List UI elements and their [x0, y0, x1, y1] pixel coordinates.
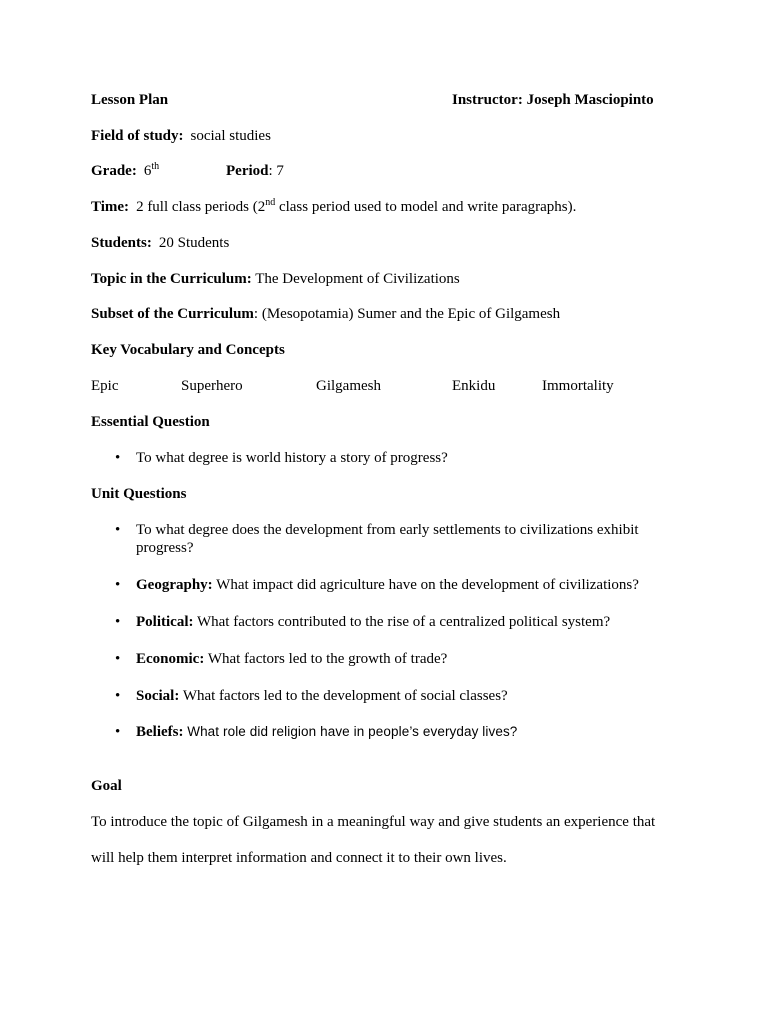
unit-questions-heading-row: [0, 485, 768, 503]
unit-question-label: Political:: [136, 614, 194, 630]
grade: [91, 162, 159, 180]
goal-text-line: will help them interpret information and connect it to their own lives.: [91, 850, 507, 866]
topic-row: [0, 270, 768, 288]
unit-question-text: What role did religion have in people’s everyday lives?: [187, 724, 518, 739]
time-row: [0, 198, 768, 216]
vocab-term: Epic: [91, 378, 119, 394]
essential-question-heading: Essential Question: [91, 414, 210, 430]
field-of-study-value: social studies: [190, 128, 271, 144]
unit-question-content: [136, 576, 639, 594]
subset-row: [0, 305, 768, 323]
unit-question-content: [136, 650, 447, 668]
period: [226, 162, 284, 180]
goal-text-line: To introduce the topic of Gilgamesh in a meaningful way and give students an experience that: [91, 814, 656, 830]
field-of-study-row: [0, 127, 768, 145]
essential-question-text: To what degree is world history a story of progress?: [136, 450, 448, 466]
vocab-term: Superhero: [181, 378, 243, 394]
bullet-icon: •: [115, 688, 121, 704]
unit-question-label: Social:: [136, 688, 180, 704]
time: [91, 198, 576, 216]
time-value-rest: class period used to model and write paragraphs).: [278, 199, 577, 215]
subset-value: : (Mesopotamia) Sumer and the Epic of Gilgamesh: [253, 306, 561, 322]
vocab-term: Enkidu: [452, 378, 496, 394]
students-label: Students:: [91, 235, 152, 251]
bullet-icon: •: [115, 651, 121, 667]
unit-question-item: [0, 687, 768, 705]
unit-question-item: [0, 613, 768, 631]
unit-question-text-line: progress?: [136, 540, 194, 556]
unit-question-label: Beliefs:: [136, 724, 184, 740]
period-value: : 7: [268, 163, 284, 179]
bullet-icon: •: [115, 614, 121, 630]
bullet-icon: •: [115, 522, 121, 538]
goal-text-row: [0, 849, 768, 867]
key-vocabulary-heading: Key Vocabulary and Concepts: [91, 342, 285, 358]
unit-question-text: What factors contributed to the rise of a centralized political system?: [196, 614, 611, 630]
topic-value: The Development of Civilizations: [255, 271, 460, 287]
goal-text-row: [0, 813, 768, 831]
field-of-study-label: Field of study:: [91, 128, 184, 144]
unit-questions-heading: Unit Questions: [91, 486, 187, 502]
students: [91, 234, 229, 252]
time-value-superscript: nd: [265, 197, 276, 208]
grade-label: Grade:: [91, 163, 137, 179]
unit-question-content: [136, 613, 610, 631]
bullet-icon: •: [115, 724, 121, 740]
unit-question-text-line: To what degree does the development from early settlements to civilizations exhibit: [136, 522, 639, 538]
key-vocabulary-terms: [0, 377, 768, 395]
bullet-icon: •: [115, 577, 121, 593]
vocab-term: Gilgamesh: [316, 378, 381, 394]
unit-question-item: [0, 723, 768, 741]
unit-question-content: [136, 687, 508, 705]
document-title: Lesson Plan: [91, 92, 169, 108]
unit-question-text: What impact did agriculture have on the development of civilizations?: [216, 577, 639, 593]
header-row: [0, 91, 768, 109]
essential-question-item: [0, 449, 768, 467]
unit-question-label: Economic:: [136, 651, 205, 667]
time-value: 2 full class periods (2: [136, 199, 266, 215]
subset-label: Subset of the Curriculum: [91, 306, 254, 322]
unit-question-label: Geography:: [136, 577, 213, 593]
unit-question-item: [0, 521, 768, 557]
subset: [91, 305, 560, 323]
students-row: [0, 234, 768, 252]
goal-heading-row: [0, 777, 768, 795]
topic: [91, 270, 460, 288]
grade-period-row: [0, 162, 768, 180]
key-vocabulary-heading-row: [0, 341, 768, 359]
topic-label: Topic in the Curriculum:: [91, 271, 252, 287]
unit-question-text: What factors led to the development of social classes?: [182, 688, 508, 704]
unit-question-item: [0, 650, 768, 668]
grade-value-superscript: th: [151, 161, 160, 172]
unit-question-item: [0, 576, 768, 594]
bullet-icon: •: [115, 450, 121, 466]
students-value: 20 Students: [158, 235, 230, 251]
unit-question-content: [136, 723, 517, 741]
essential-question-heading-row: [0, 413, 768, 431]
grade-value: 6: [143, 163, 152, 179]
field-of-study: [91, 127, 271, 145]
period-label: Period: [226, 163, 269, 179]
time-label: Time:: [91, 199, 130, 215]
goal-heading: Goal: [91, 778, 122, 794]
unit-question-text: What factors led to the growth of trade?: [207, 651, 448, 667]
instructor-name: Instructor: Joseph Masciopinto: [452, 92, 654, 108]
vocab-term: Immortality: [542, 378, 614, 394]
